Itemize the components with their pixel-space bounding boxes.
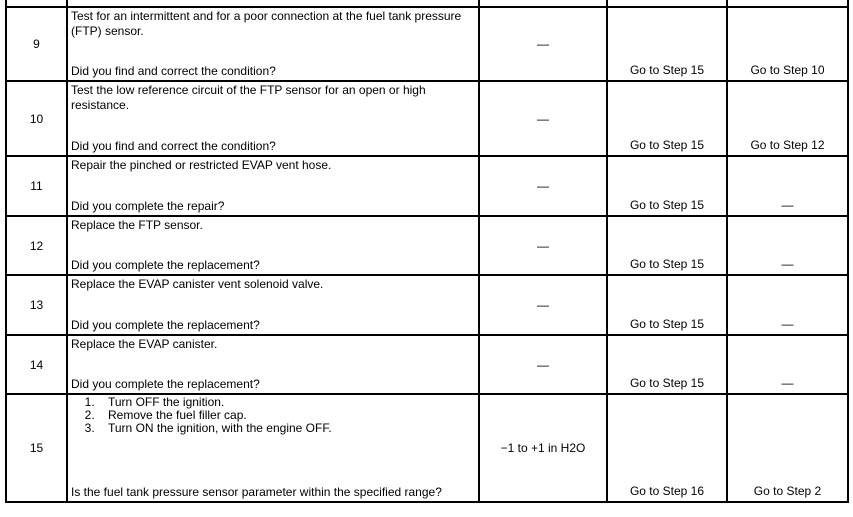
yes-cell	[607, 81, 727, 156]
yes-text: Go to Step 16	[629, 484, 705, 498]
substep-item: 1. Turn OFF the ignition.	[98, 396, 478, 409]
no-cell	[727, 335, 848, 394]
yes-text: Go to Step 15	[629, 138, 705, 152]
action-cell	[67, 394, 479, 502]
action-question: Did you find and correct the condition?	[71, 64, 276, 78]
yes-text: Go to Step 15	[629, 317, 705, 331]
action-cell	[67, 335, 479, 394]
values-cell: —	[479, 335, 607, 394]
action-question: Did you complete the replacement?	[71, 377, 260, 391]
action-cell	[67, 275, 479, 335]
action-cell	[67, 0, 479, 7]
table-row	[6, 275, 848, 335]
yes-cell	[607, 0, 727, 7]
no-cell	[727, 0, 848, 7]
no-text: Go to Step 2	[753, 484, 822, 498]
action-text: Repair the pinched or restricted EVAP vent hose.	[71, 158, 332, 172]
values-cell: −1 to +1 in H2O	[479, 394, 607, 502]
table-row	[6, 7, 848, 81]
table-row	[6, 216, 848, 275]
yes-cell	[607, 156, 727, 216]
no-text: —	[781, 317, 794, 331]
yes-cell	[607, 394, 727, 502]
yes-text: Go to Step 15	[629, 376, 705, 390]
action-question: Is the fuel tank pressure sensor parameter within the specified range?	[71, 485, 442, 499]
no-cell	[727, 7, 848, 81]
yes-text: Go to Step 15	[629, 257, 705, 271]
step-number: 11	[6, 156, 67, 216]
yes-cell	[607, 216, 727, 275]
step-number: 13	[6, 275, 67, 335]
substep-item: 2. Remove the fuel filler cap.	[98, 409, 478, 422]
no-text: —	[781, 376, 794, 390]
step-number: 14	[6, 335, 67, 394]
action-question: Did you complete the replacement?	[71, 318, 260, 332]
action-question: Did you find and correct the condition?	[71, 139, 276, 153]
no-text: —	[781, 257, 794, 271]
yes-cell	[607, 335, 727, 394]
action-cell	[67, 7, 479, 81]
step-cell	[6, 0, 67, 7]
action-text: Replace the FTP sensor.	[71, 218, 203, 232]
values-cell: —	[479, 275, 607, 335]
no-cell	[727, 81, 848, 156]
action-cell	[67, 216, 479, 275]
yes-text: Go to Step 15	[629, 63, 705, 77]
no-text: —	[781, 198, 794, 212]
no-cell	[727, 156, 848, 216]
yes-cell	[607, 275, 727, 335]
values-cell	[479, 0, 607, 7]
action-text: Test for an intermittent and for a poor connection at the fuel tank pressure (FTP) sensor.	[71, 9, 462, 38]
action-question: Did you complete the repair?	[71, 199, 225, 213]
step-number: 9	[6, 7, 67, 81]
table-row	[6, 156, 848, 216]
action-text: Replace the EVAP canister vent solenoid valve.	[71, 277, 324, 291]
no-cell	[727, 216, 848, 275]
values-cell: —	[479, 216, 607, 275]
action-text: Test the low reference circuit of the FTP sensor for an open or high resistance.	[71, 83, 426, 112]
table-row	[6, 394, 848, 502]
values-cell: —	[479, 81, 607, 156]
action-text: Replace the EVAP canister.	[71, 337, 218, 351]
step-number: 15	[6, 394, 67, 502]
substep-item: 3. Turn ON the ignition, with the engine OFF.	[98, 422, 478, 435]
action-cell	[67, 156, 479, 216]
no-cell	[727, 394, 848, 502]
yes-text: Go to Step 15	[629, 198, 705, 212]
values-cell: —	[479, 7, 607, 81]
no-cell	[727, 275, 848, 335]
diagnostic-table	[5, 0, 849, 503]
step-number: 10	[6, 81, 67, 156]
action-question: Did you complete the replacement?	[71, 258, 260, 272]
substep-list	[68, 395, 478, 435]
table-row	[6, 81, 848, 156]
values-cell: —	[479, 156, 607, 216]
no-text: Go to Step 10	[750, 63, 825, 77]
action-cell	[67, 81, 479, 156]
table-row	[6, 335, 848, 394]
no-text: Go to Step 12	[750, 138, 825, 152]
step-number: 12	[6, 216, 67, 275]
yes-cell	[607, 7, 727, 81]
table-row-partial	[6, 0, 848, 7]
